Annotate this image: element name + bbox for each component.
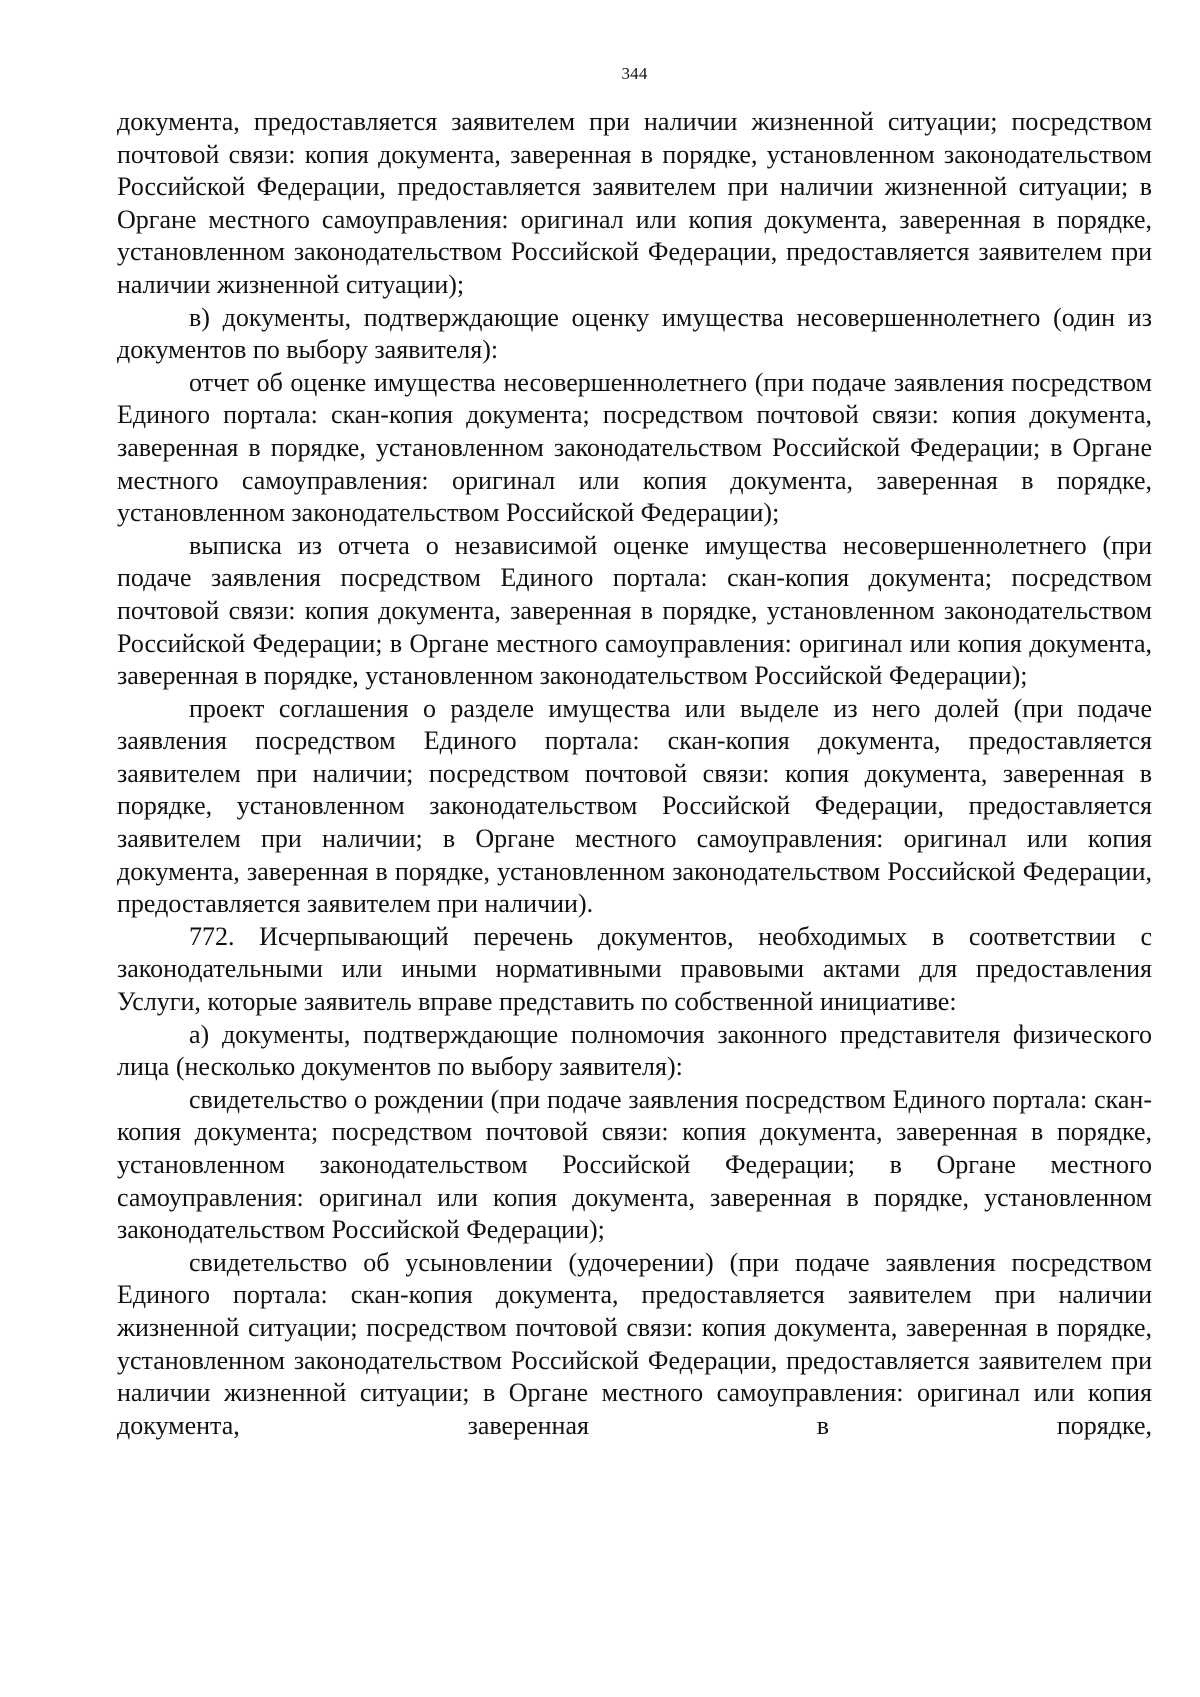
- paragraph-birth-certificate: свидетельство о рождении (при подаче заявления посредством Единого портала: скан-копия документа; посредством почтовой связи: копия документа, заверенная в порядке, установленном законодательством Российской Федерации; в Органе местного самоуправления: оригинал или копия документа, заверенная в порядке, установленном законодательством Российской Федерации);: [117, 1084, 1152, 1245]
- paragraph-section-772: 772. Исчерпывающий перечень документов, необходимых в соответствии с законодательными или иными нормативными правовыми актами для предоставления Услуги, которые заявитель вправе представить по собственной инициативе:: [117, 921, 1152, 1017]
- paragraph-item-v: в) документы, подтверждающие оценку имущества несовершеннолетнего (один из документов по выбору заявителя):: [117, 302, 1152, 365]
- paragraph-valuation-extract: выписка из отчета о независимой оценке имущества несовершеннолетнего (при подаче заявления посредством Единого портала: скан-копия документа; посредством почтовой связи: копия документа, заверенная в порядке, установленном законодательством Российской Федерации; в Органе местного самоуправления: оригинал или копия документа, заверенная в порядке, установленном законодательством Российской Федерации);: [117, 530, 1152, 691]
- paragraph-adoption-certificate: свидетельство об усыновлении (удочерении) (при подаче заявления посредством Единого портала: скан-копия документа, предоставляется заявителем при наличии жизненной ситуации; посредством почтовой связи: копия документа, заверенная в порядке, установленном законодательством Российской Федерации, предоставляется заявителем при наличии жизненной ситуации; в Органе местного самоуправления: оригинал или копия документа, заверенная в порядке,: [117, 1247, 1152, 1440]
- paragraph-valuation-report: отчет об оценке имущества несовершеннолетнего (при подаче заявления посредством Единого портала: скан-копия документа; посредством почтовой связи: копия документа, заверенная в порядке, установленном законодательством Российской Федерации; в Органе местного самоуправления: оригинал или копия документа, заверенная в порядке, установленном законодательством Российской Федерации);: [117, 367, 1152, 528]
- paragraph-draft-agreement: проект соглашения о разделе имущества или выделе из него долей (при подаче заявления посредством Единого портала: скан-копия документа, предоставляется заявителем при наличии; посредством почтовой связи: копия документа, заверенная в порядке, установленном законодательством Российской Федерации, предоставляется заявителем при наличии; в Органе местного самоуправления: оригинал или копия документа, заверенная в порядке, установленном законодательством Российской Федерации, предоставляется заявителем при наличии).: [117, 693, 1152, 919]
- paragraph-continuation: документа, предоставляется заявителем при наличии жизненной ситуации; посредством почтовой связи: копия документа, заверенная в порядке, установленном законодательством Российской Федерации, предоставляется заявителем при наличии жизненной ситуации; в Органе местного самоуправления: оригинал или копия документа, заверенная в порядке, установленном законодательством Российской Федерации, предоставляется заявителем при наличии жизненной ситуации);: [117, 107, 1152, 299]
- page-number: 344: [621, 64, 648, 83]
- document-body: [117, 106, 1152, 1442]
- paragraph-item-a: а) документы, подтверждающие полномочия законного представителя физического лица (несколько документов по выбору заявителя):: [117, 1019, 1152, 1082]
